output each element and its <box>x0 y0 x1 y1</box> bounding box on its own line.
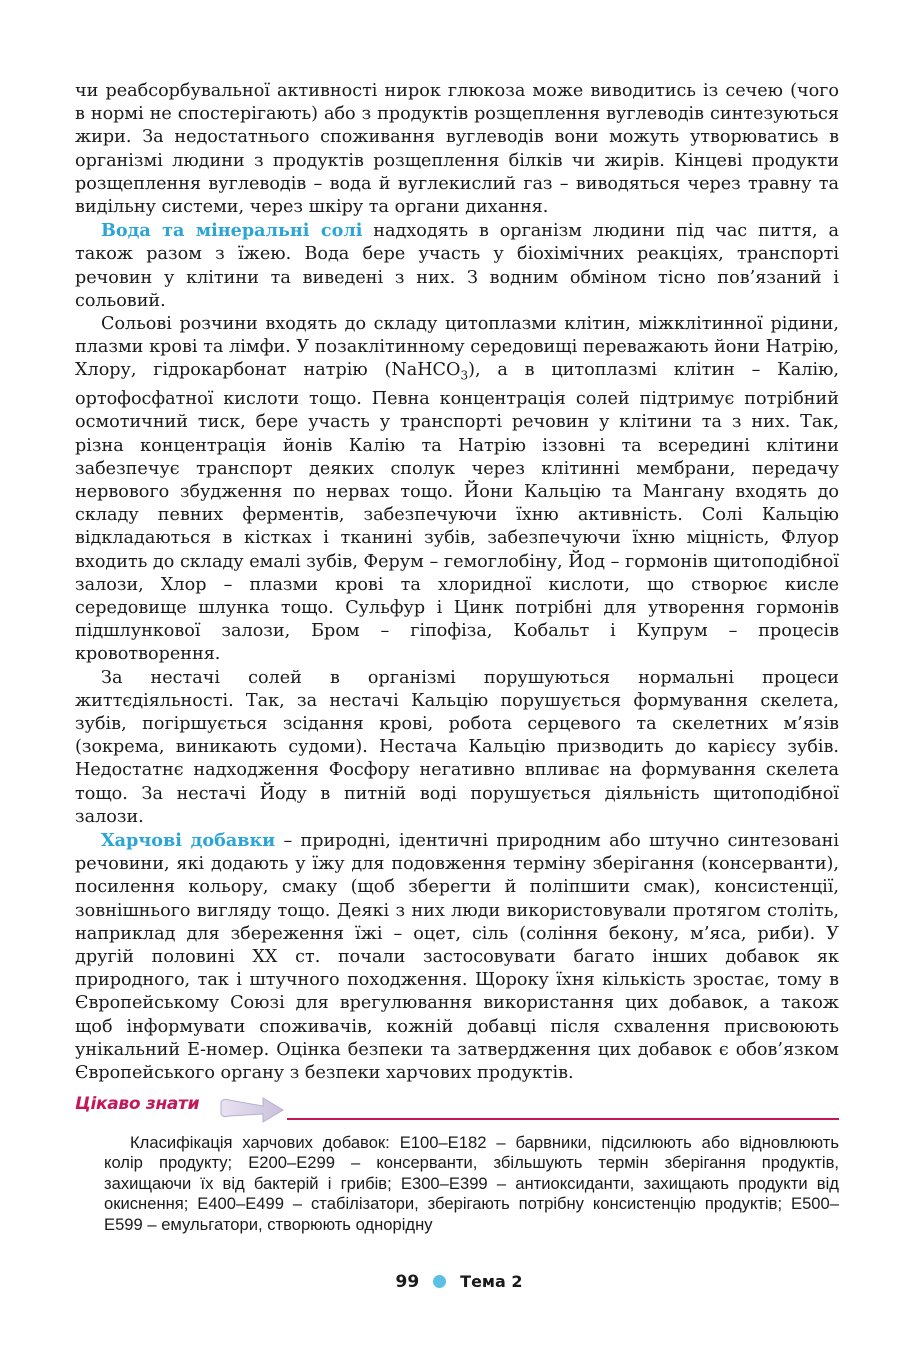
paragraph-text: ), а в цитоплазмі клітин – Калію, ортофосфатної кислоти тощо. Певна концентрація солей підтримує потрібний осмотичний тиск, бере участь у транспорті речовин у клітини та з них. Так, різна концентрація йонів Калію та Натрію іззовні та всередині клітини забезпечує транспорт деяких сполук через клітинні мембрани, передачу нервового збудження по нервах тощо. Йони Кальцію та Мангану входять до складу певних ферментів, забезпечуючи їхню активність. Солі Кальцію відкладаються в кістках і тканині зубів, забезпечуючи їхню міцність, Флуор входить до складу емалі зубів, Ферум – гемоглобіну, Йод – гормонів щитоподібної залози, Хлор – плазми крові та хлоридної кислоти, що створює кисле середовище шлунка тощо. Сульфур і Цинк потрібні для утворення гормонів підшлункової залози, Бром – гіпофіза, Кобальт і Купрум – процесів кровотворення. <box>75 360 839 665</box>
bullet-dot-icon <box>433 1275 446 1288</box>
paragraph-text: надходять в організм людини під час пиття, а також разом з їжею. Вода бере участь у біохімічних реакціях, транспорті речовин у клітини та виведені з них. З водним обміном тісно пов’язаний і сольовий. <box>75 221 839 311</box>
paragraph-5 <box>75 829 839 1085</box>
paragraph-1 <box>75 80 839 219</box>
paragraph-text: чи реабсорбувальної активності нирок глюкоза може виводитись із сечею (чого в нормі не спостерігають) або з продуктів розщеплення вуглеводів синтезуються жири. За недостатнього споживання вуглеводів вони можуть утворюватись в організмі людини з продуктів розщеплення білків чи жирів. Кінцеві продукти розщеплення вуглеводів – вода й вуглекислий газ – виводяться через травну та видільну системи, через шкіру та органи дихання. <box>75 81 839 218</box>
paragraph-text: За нестачі солей в організмі порушуються нормальні процеси життєдіяльності. Так, за нестачі Кальцію порушується формування скелета, зубів, погіршується зсідання крові, робота серцевого та скелетних м’язів (зокрема, виникають судоми). Нестача Кальцію призводить до карієсу зубів. Недостатнє надходження Фосфору негативно впливає на формування скелета тощо. За нестачі Йоду в питній воді порушується діяльність щитоподібної залози. <box>75 667 839 827</box>
term-water-minerals: Вода та мінеральні солі <box>101 220 363 242</box>
page-footer <box>0 1272 918 1292</box>
paragraph-4 <box>75 667 839 829</box>
page-number: 99 <box>395 1272 420 1292</box>
note-header <box>75 1092 839 1128</box>
paragraph-2 <box>75 219 839 313</box>
subscript: 3 <box>460 368 469 383</box>
page-body <box>75 80 839 1085</box>
term-food-additives: Харчові добавки <box>101 830 276 852</box>
paragraph-text: – природні, ідентичні природним або штучно синтезовані речовини, які додають у їжу для подовження терміну зберігання (консерванти), посилення кольору, смаку (щоб зберегти й поліпшити смак), консистенції, зовнішнього вигляду тощо. Деякі з них люди використовували протягом століть, наприклад для збереження їжі – оцет, сіль (соління бекону, м’яса, риби). У другій половині XX ст. почали застосовувати багато інших добавок як природного, так і штучного походження. Щороку їхня кількість зростає, тому в Європейському Союзі для врегулювання використання цих добавок, а також щоб інформувати споживачів, кожній добавці після схвалення присвоюють унікальний Е-номер. Оцінка безпеки та затвердження цих добавок є обов’язком Європейського органу з безпеки харчових продуктів. <box>75 831 839 1084</box>
note-title: Цікаво знати <box>75 1094 200 1114</box>
arrow-right-icon <box>219 1094 285 1124</box>
note-text: Класифікація харчових добавок: Е100–Е182 – барвники, підсилюють або відновлюють колір продукту; Е200–Е299 – консерванти, збільшують термін зберігання продуктів, захищаючи їх від бактерій і грибів; Е300–Е399 – антиоксиданти, захищають продукти від окиснення; Е400–Е499 – стабілізатори, зберігають потрібну консистенцію продуктів; Е500–Е599 – емульгатори, створюють однорідну <box>104 1133 839 1234</box>
note-divider <box>287 1118 839 1120</box>
paragraph-3 <box>75 313 839 667</box>
paragraph-text: Сольові розчини входять до складу цитоплазми клітин, міжклітинної рідини, плазми крові та лімфи. У позаклітинному середовищі переважають йони Натрію, Хлору, гідрокарбонат натрію (NaHCO <box>75 314 839 381</box>
topic-label: Тема 2 <box>460 1272 523 1291</box>
